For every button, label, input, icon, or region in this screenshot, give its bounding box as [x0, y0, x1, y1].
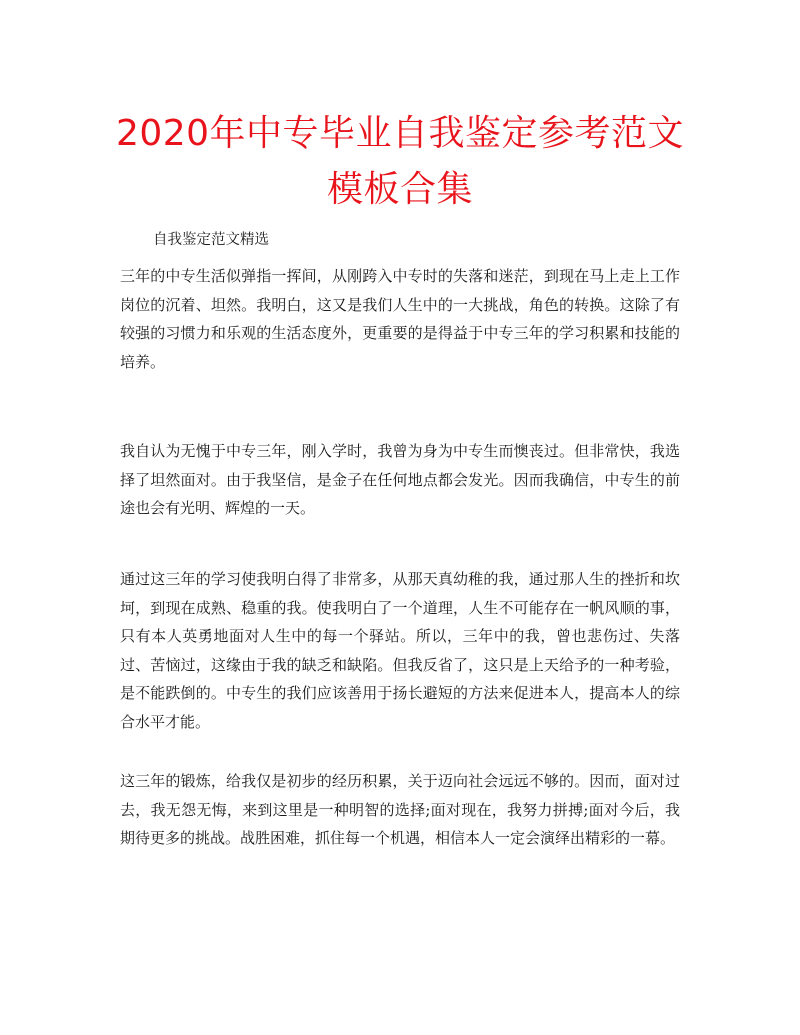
paragraph-3: 通过这三年的学习使我明白得了非常多，从那天真幼稚的我，通过那人生的挫折和坎坷，到现在成熟、稳重的我。使我明白了一个道理，人生不可能存在一帆风顺的事，只有本人英勇地面对人生中的每一个驿站。所以，三年中的我，曾也悲伤过、失落过、苦恼过，这缘由于我的缺乏和缺陷。但我反省了，这只是上天给予的一种考验，是不能跌倒的。中专生的我们应该善用于扬长避短的方法来促进本人，提高本人的综合水平才能。 — [120, 570, 680, 731]
page-title: 2020年中专毕业自我鉴定参考范文模板合集 — [115, 113, 685, 210]
paragraph-2: 我自认为无愧于中专三年，刚入学时，我曾为身为中专生而懊丧过。但非常快，我选择了坦然面对。由于我坚信，是金子在任何地点都会发光。因而我确信，中专生的前途也会有光明、辉煌的一天。 — [120, 442, 680, 517]
subtitle: 自我鉴定范文精选 — [153, 232, 269, 248]
paragraph-4: 这三年的锻炼，给我仅是初步的经历积累，关于迈向社会远远不够的。因而，面对过去，我无怨无悔，来到这里是一种明智的选择;面对现在，我努力拼搏;面对今后，我期待更多的挑战。战胜困难，抓住每一个机遇，相信本人一定会演绎出精彩的一幕。 — [120, 772, 680, 847]
paragraph-1: 三年的中专生活似弹指一挥间，从刚跨入中专时的失落和迷茫，到现在马上走上工作岗位的沉着、坦然。我明白，这又是我们人生中的一大挑战，角色的转换。这除了有较强的习惯力和乐观的生活态度外，更重要的是得益于中专三年的学习积累和技能的培养。 — [120, 267, 680, 371]
